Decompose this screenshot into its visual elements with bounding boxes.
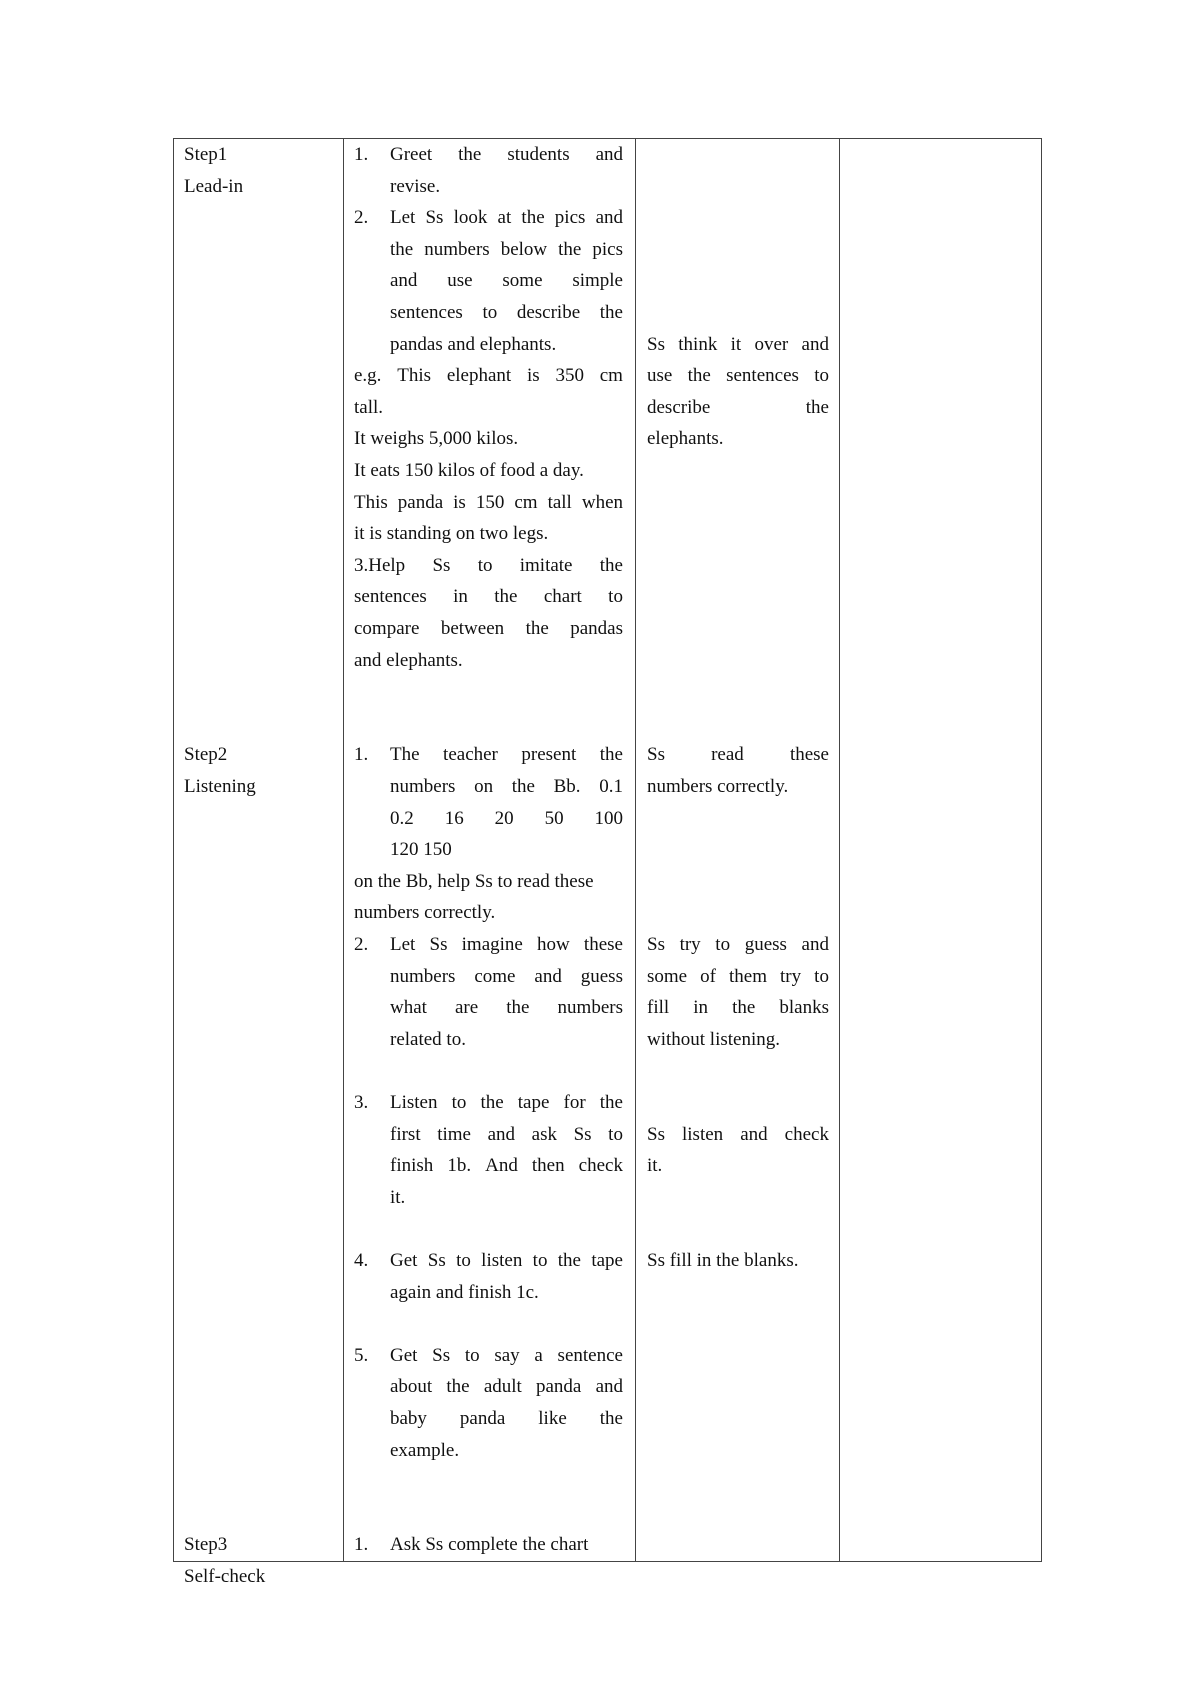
paragraph-line: sentences in the chart to [354,586,623,608]
student-activity: Ss read these [647,744,829,766]
step-label: Step3 [184,1534,228,1556]
list-item-text: The teacher present the [390,744,623,766]
list-item-text: related to. [390,1028,466,1050]
list-item-text: 0.2 16 20 50 100 [390,807,623,829]
list-number: 3. [354,1092,369,1113]
step-label: Step2 [184,744,228,766]
paragraph-line: This panda is 150 cm tall when [354,491,623,513]
student-activity: Ss try to guess and [647,934,829,955]
list-item-text: first time and ask Ss to [390,1123,623,1145]
column-divider [343,139,344,1561]
list-number: 4. [354,1250,369,1271]
paragraph-line: and elephants. [354,649,463,671]
student-activity: fill in the blanks [647,997,829,1019]
list-number: 1. [354,744,369,766]
list-number: 2. [354,934,369,955]
list-item-text: what are the numbers [390,997,623,1019]
list-item-text: Let Ss imagine how these [390,934,623,955]
list-item-text: finish 1b. And then check [390,1155,623,1177]
list-item-text: example. [390,1439,460,1461]
student-activity: use the sentences to [647,365,829,387]
student-activity: some of them try to [647,965,829,987]
list-item-text: Get Ss to listen to the tape [390,1250,623,1271]
student-activity: without listening. [647,1028,780,1050]
paragraph-line: It eats 150 kilos of food a day. [354,460,584,481]
student-activity: Ss listen and check [647,1123,829,1145]
step-label: Self-check [184,1566,266,1587]
column-divider [839,139,840,1561]
paragraph-line: on the Bb, help Ss to read these [354,870,594,892]
student-activity: it. [647,1155,663,1177]
list-item-text: numbers on the Bb. 0.1 [390,776,623,797]
list-item-text: it. [390,1186,406,1208]
list-item-text: Get Ss to say a sentence [390,1344,623,1366]
list-number: 5. [354,1344,369,1366]
list-item-text: about the adult panda and [390,1376,623,1398]
list-item-text: Ask Ss complete the chart [390,1534,589,1556]
list-item-text: numbers come and guess [390,965,623,987]
list-item-text: pandas and elephants. [390,333,557,355]
list-item-text: Greet the students and [390,144,623,165]
list-item-text: Listen to the tape for the [390,1092,623,1113]
list-number: 1. [354,1534,369,1556]
list-item-text: sentences to describe the [390,302,623,323]
list-item-text: and use some simple [390,270,623,292]
list-item-text: revise. [390,175,441,197]
paragraph-line: tall. [354,396,384,418]
paragraph-line: It weighs 5,000 kilos. [354,428,519,450]
step-label: Step1 [184,144,228,165]
list-item-text: 120 150 [390,839,452,861]
list-item-text: the numbers below the pics [390,238,623,260]
student-activity: Ss think it over and [647,333,829,355]
step-label: Listening [184,776,256,797]
column-divider [635,139,636,1561]
list-item-text: baby panda like the [390,1408,623,1429]
list-number: 1. [354,144,369,165]
paragraph-line: compare between the pandas [354,618,623,639]
paragraph-line: it is standing on two legs. [354,523,549,545]
step-label: Lead-in [184,175,244,197]
student-activity: numbers correctly. [647,776,789,797]
list-number: 2. [354,207,369,229]
student-activity: elephants. [647,428,724,450]
paragraph-line: numbers correctly. [354,902,496,924]
paragraph-line: 3.Help Ss to imitate the [354,554,623,576]
student-activity: Ss fill in the blanks. [647,1250,799,1271]
student-activity: describe the [647,396,829,418]
list-item-text: again and finish 1c. [390,1281,539,1303]
list-item-text: Let Ss look at the pics and [390,207,623,229]
paragraph-line: e.g. This elephant is 350 cm [354,365,623,387]
